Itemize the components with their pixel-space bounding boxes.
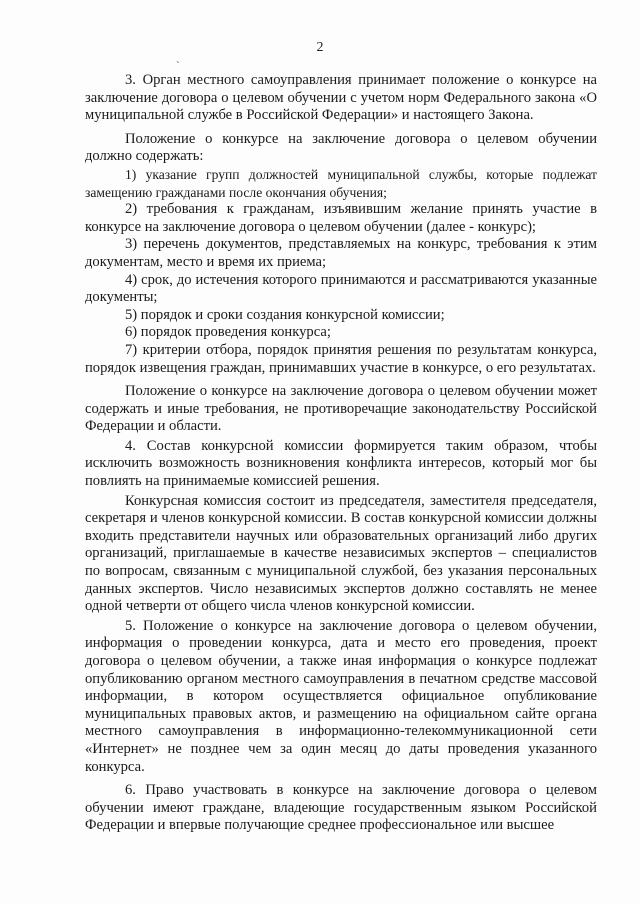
paragraph-regulation-contents: Положение о конкурсе на заключение договора о целевом обучении должно содержать: [85, 130, 597, 165]
document-body [85, 72, 597, 835]
paragraph-clause-4: 4. Состав конкурсной комиссии формируется таким образом, чтобы исключить возможность возникновения конфликта интересов, который мог бы повлиять на принимаемые комиссией решения. [85, 437, 597, 490]
paragraph-clause-6: 6. Право участвовать в конкурсе на заключение договора о целевом обучении имеют граждане, владеющие государственным языком Российской Федерации и впервые получающие среднее профессиональное или высшее [85, 782, 597, 834]
paragraph-commission-composition: Конкурсная комиссия состоит из председателя, заместителя председателя, секретаря и членов конкурсной комиссии. В состав конкурсной комиссии должны входить представители научных или образовательных организаций либо других организаций, приглашаемые в качестве независимых экспертов – специалистов по вопросам, связанным с муниципальной службой, без указания персональных данных экспертов. Число независимых экспертов должно составлять не менее одной четверти от общего числа членов конкурсной комиссии. [85, 492, 597, 615]
list-item-6: 6) порядок проведения конкурса; [125, 324, 331, 341]
paragraph-clause-3: 3. Орган местного самоуправления принимает положение о конкурсе на заключение договора о целевом обучении с учетом норм Федерального закона «О муниципальной службе в Российской Федерации» и настоящего Закона. [85, 72, 597, 124]
list-item-4: 4) срок, до истечения которого принимаются и рассматриваются указанные документы; [85, 271, 597, 306]
page-number: 2 [316, 40, 324, 55]
paragraph-other-requirements: Положение о конкурсе на заключение договора о целевом обучении может содержать и иные требования, не противоречащие законодательству Российской Федерации и области. [85, 383, 597, 435]
list-item-1: 1) указание групп должностей муниципальной службы, которые подлежат замещению гражданами после окончания обучения; [85, 166, 597, 200]
paragraph-clause-5: 5. Положение о конкурсе на заключение договора о целевом обучении, информация о проведении конкурса, дата и место его проведения, проект договора о целевом обучении, а также иная информация о конкурсе подлежат опубликованию органом местного самоуправления в печатном средстве массовой информации, в котором осуществляется официальное опубликование муниципальных правовых актов, и размещению на официальном сайте органа местного самоуправления в информационно-телекоммуникационной сети «Интернет» не позднее чем за один месяц до даты проведения указанного конкурса. [85, 617, 597, 775]
list-item-2: 2) требования к гражданам, изъявившим желание принять участие в конкурсе на заключение договора о целевом обучении (далее - конкурс); [85, 201, 597, 235]
list-item-7: 7) критерии отбора, порядок принятия решения по результатам конкурса, порядок извещения граждан, принимавших участие в конкурсе, о его результатах. [85, 341, 597, 376]
stray-mark: ` [176, 60, 180, 72]
list-item-5: 5) порядок и сроки создания конкурсной комиссии; [125, 306, 445, 323]
list-item-3: 3) перечень документов, представляемых на конкурс, требования к этим документам, место и время их приема; [85, 236, 597, 270]
